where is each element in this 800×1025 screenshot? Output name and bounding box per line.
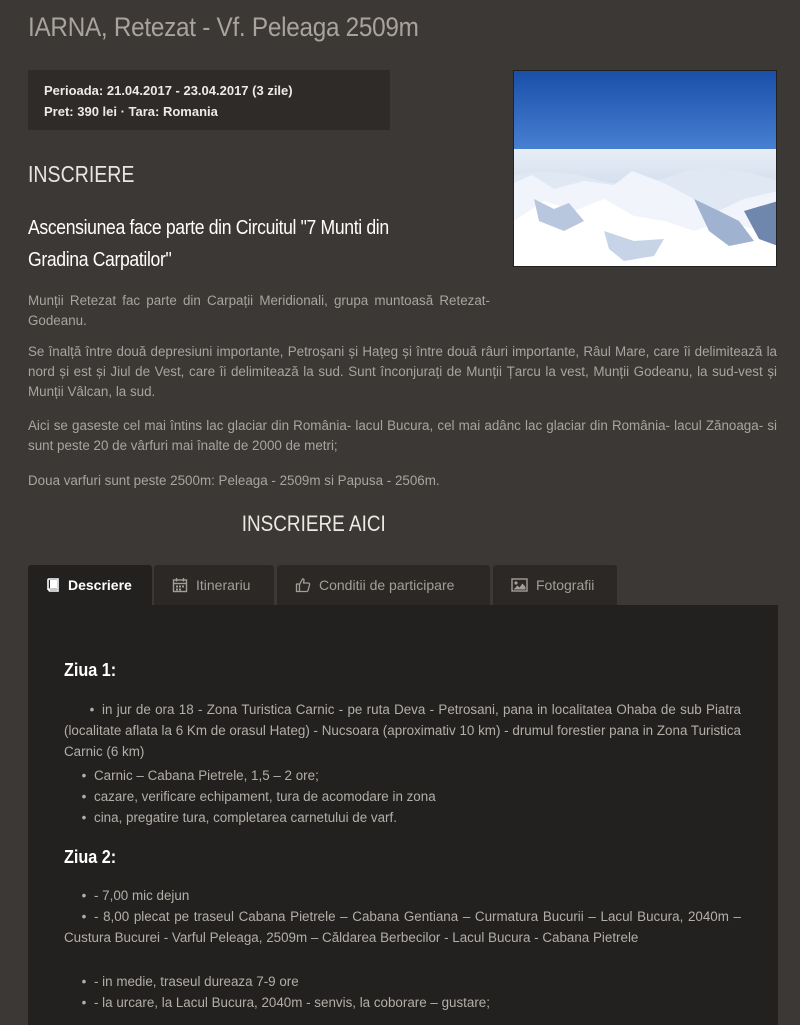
day-2-item: • - 8,00 plecat pe traseul Cabana Pietrele – Cabana Gentiana – Curmatura Bucurii – Lacul Bucura, 2040m – Custura Bucurei - Varful Peleaga, 2509m – Căldarea Berbecilor - Lacul Bucura - Cabana Pietrele — [64, 909, 741, 945]
tab-label: Conditii de participare — [319, 577, 455, 593]
day-2-item: • - la urcare, la Lacul Bucura, 2040m - senvis, la coborare – gustare; — [81, 995, 490, 1010]
intro-paragraph-3: Aici se gaseste cel mai întins lac glaciar din România- lacul Bucura, cel mai adânc lac glaciar din România- lacul Zănoaga- si sunt peste 20 de vârfuri mai înalte de 2000 de metri; — [28, 418, 777, 453]
tab-itinerariu[interactable] — [154, 565, 274, 605]
day-1-heading: Ziua 1: — [64, 660, 117, 680]
picture-icon — [511, 578, 528, 592]
calendar-icon — [172, 577, 188, 593]
page-title: IARNA, Retezat - Vf. Peleaga 2509m — [28, 12, 419, 42]
tab-label: Descriere — [68, 577, 132, 593]
day-1-item: • cina, pregatire tura, completarea carnetului de varf. — [81, 810, 397, 825]
subheading-line-1: Ascensiunea face parte din Circuitul "7 Munti din — [28, 217, 389, 239]
trip-period: Perioada: 21.04.2017 - 23.04.2017 (3 zile) — [44, 83, 293, 98]
intro-paragraph-2: Se înalță între două depresiuni importante, Petroșani și Hațeg și între două râuri importante, Râul Mare, care îi delimitează la nord și est și Jiul de Vest, care îi delimitează la sud. Sunt înconjurați de Munții Țarcu la vest, Munții Godeanu, la sud-vest și Munții Vâlcan, la sud. — [28, 344, 777, 399]
inscriere-aici-label[interactable]: INSCRIERE AICI — [241, 511, 386, 536]
intro-paragraph-1: Munții Retezat fac parte din Carpații Meridionali, grupa muntoasă Retezat-Godeanu. — [28, 293, 490, 328]
trip-price-country: Pret: 390 lei · Tara: Romania — [44, 104, 218, 119]
day-2-item: • - 7,00 mic dejun — [81, 888, 190, 903]
tab-label: Fotografii — [536, 577, 595, 593]
inscriere-aici-link[interactable] — [0, 511, 627, 537]
day-2-heading: Ziua 2: — [64, 847, 117, 867]
day-1-item: • cazare, verificare echipament, tura de acomodare in zona — [81, 789, 436, 804]
inscriere-heading: INSCRIERE — [28, 161, 135, 187]
tab-descriere[interactable] — [28, 565, 152, 605]
mountain-photo[interactable] — [513, 70, 777, 267]
tab-label: Itinerariu — [196, 577, 251, 593]
day-2-item: • - in medie, traseul dureaza 7-9 ore — [81, 974, 299, 989]
thumbs-up-icon — [295, 577, 311, 593]
circuit-subheading — [28, 212, 498, 276]
trip-info-box — [28, 70, 390, 130]
day-1-item: • in jur de ora 18 - Zona Turistica Carnic - pe ruta Deva - Petrosani, pana in localitatea Ohaba de sub Piatra (localitate aflata la 6 Km de orasul Hateg) - Nucsoara (aproximativ 10 km) - drumul forestier pana in Zona Turistica Carnic (6 km) — [64, 702, 741, 759]
book-icon — [46, 578, 60, 592]
day-1-item: • Carnic – Cabana Pietrele, 1,5 – 2 ore; — [81, 768, 319, 783]
tab-fotografii[interactable] — [493, 565, 617, 605]
subheading-line-2: Gradina Carpatilor" — [28, 249, 172, 271]
intro-paragraph-4: Doua varfuri sunt peste 2500m: Peleaga - 2509m si Papusa - 2506m. — [28, 473, 440, 488]
tab-conditii[interactable] — [277, 565, 490, 605]
